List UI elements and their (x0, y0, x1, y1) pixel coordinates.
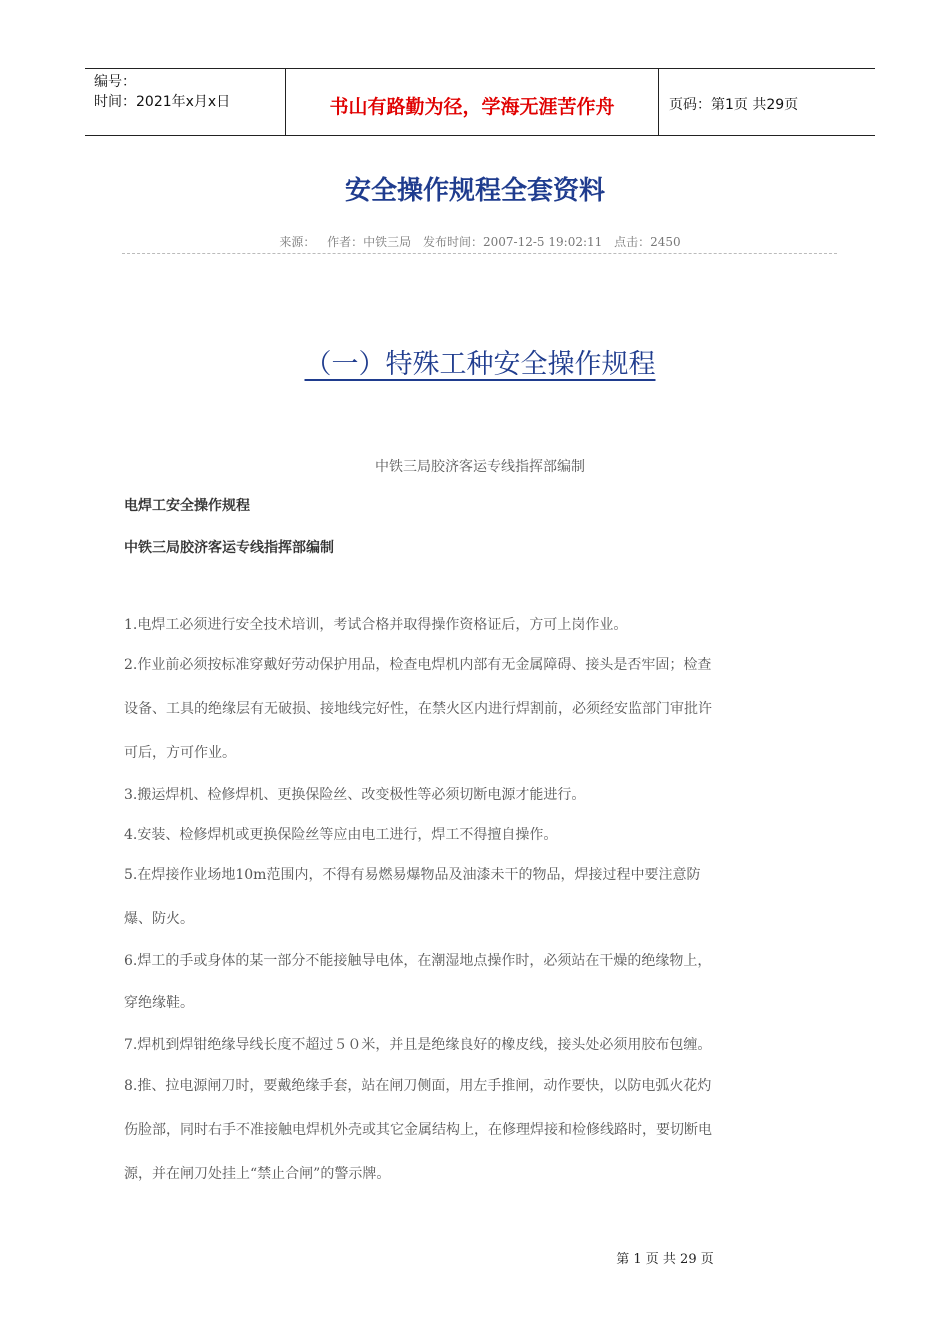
paragraph-line: 伤脸部，同时右手不准接触电焊机外壳或其它金属结构上，在修理焊接和检修线路时，要切断电 (124, 1122, 712, 1138)
section-title[interactable]: （一）特殊工种安全操作规程 (304, 349, 656, 380)
page-footer: 第 1 页 共 29 页 (616, 1252, 714, 1267)
paragraph-line: 设备、工具的绝缘层有无破损、接地线完好性，在禁火区内进行焊割前，必须经安监部门审批许 (124, 701, 712, 717)
header-table (85, 68, 875, 136)
subheading: 电焊工安全操作规程 (124, 498, 250, 514)
document-title: 安全操作规程全套资料 (344, 176, 605, 206)
paragraph-line: 7.焊机到焊钳绝缘导线长度不超过５０米，并且是绝缘良好的橡皮线，接头处必须用胶布包缠。 (124, 1037, 712, 1053)
paragraph-line: 5.在焊接作业场地10m范围内，不得有易燃易爆物品及油漆未干的物品，焊接过程中要注意防 (124, 867, 701, 883)
paragraph-line: 4.安装、检修焊机或更换保险丝等应由电工进行，焊工不得擅自操作。 (124, 827, 558, 843)
paragraph-line: 8.推、拉电源闸刀时，要戴绝缘手套，站在闸刀侧面，用左手推闸，动作要快，以防电弧火花灼 (124, 1078, 712, 1094)
meta-author: 作者：中铁三局 (327, 235, 412, 249)
subheading: 中铁三局胶济客运专线指挥部编制 (124, 540, 334, 556)
paragraph-line: 2.作业前必须按标准穿戴好劳动保护用品，检查电焊机内部有无金属障碍、接头是否牢固；检查 (124, 657, 712, 673)
dashed-divider (122, 253, 837, 254)
paragraph-line: 可后，方可作业。 (124, 745, 236, 761)
paragraph-line: 源，并在闸刀处挂上“禁止合闸”的警示牌。 (124, 1166, 391, 1182)
page-info: 页码：第1页 共29页 (669, 97, 799, 113)
paragraph-line: 6.焊工的手或身体的某一部分不能接触导电体，在潮湿地点操作时，必须站在干燥的绝缘物上， (124, 953, 712, 969)
motto: 书山有路勤为径，学海无涯苦作舟 (286, 69, 659, 135)
editor-line: 中铁三局胶济客运专线指挥部编制 (375, 459, 585, 475)
meta-published: 发布时间：2007-12-5 19:02:11 (423, 235, 603, 249)
meta-line (0, 233, 950, 250)
paragraph-line: 爆、防火。 (124, 911, 194, 927)
time-label: 时间：2021年x月x日 (94, 94, 231, 110)
meta-clicks: 点击：2450 (614, 235, 681, 249)
header-left-cell (85, 69, 286, 135)
number-label: 编号： (94, 74, 136, 90)
paragraph-line: 3.搬运焊机、检修焊机、更换保险丝、改变极性等必须切断电源才能进行。 (124, 787, 586, 803)
paragraph-line: 穿绝缘鞋。 (124, 995, 194, 1011)
paragraph-line: 1.电焊工必须进行安全技术培训，考试合格并取得操作资格证后，方可上岗作业。 (124, 617, 628, 633)
meta-source: 来源： (279, 235, 316, 249)
